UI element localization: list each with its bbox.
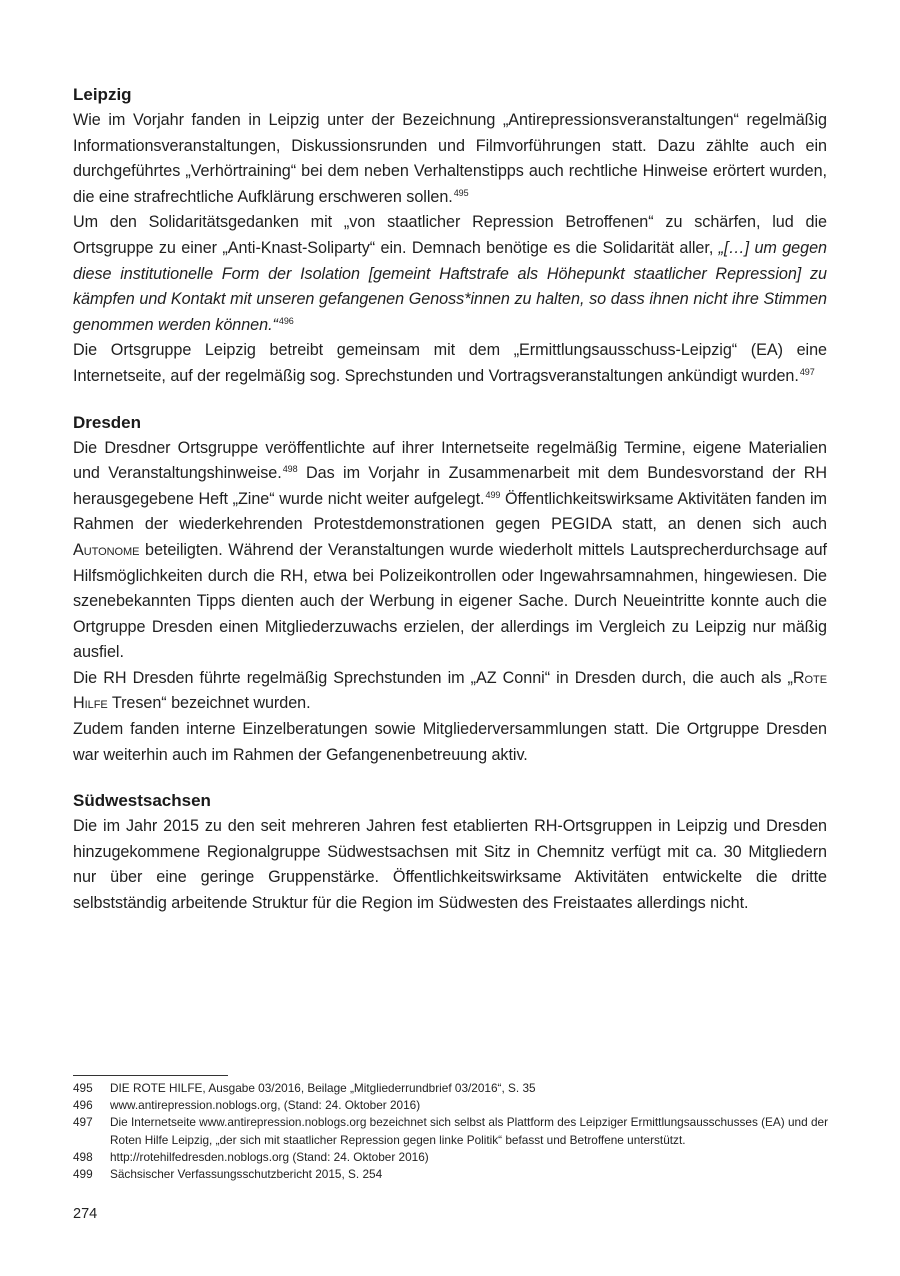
dresden-p1-c: Öffentlichkeitswirksame Aktivitäten fanden im Rahmen der wiederkehrenden Protestdemonstrationen gegen PEGIDA statt, an denen sich auch: [73, 489, 827, 534]
dresden-p1-smallcaps: Autonome: [73, 540, 140, 559]
footnote-ref-499: 499: [485, 489, 501, 500]
dresden-p1-b: Das im Vorjahr in Zusammenarbeit mit dem Bundesvorstand der RH herausgegebene Heft „Zine“ wurde nicht weiter aufgelegt.: [73, 464, 828, 508]
footnote-number: 498: [73, 1149, 93, 1164]
leipzig-paragraph-3: [73, 338, 827, 389]
footnote-ref-496: 496: [278, 315, 294, 326]
leipzig-p3-text: Die Ortsgruppe Leipzig betreibt gemeinsam mit dem „Ermittlungsausschuss-Leipzig“ (EA) eine Internetseite, auf der regelmäßig sog. Sprechstunden und Vortragsveranstaltungen ankündigt wurden.: [73, 341, 827, 385]
dresden-p2-smallcaps: Rote Hilfe: [73, 668, 827, 713]
footnote-ref-495: 495: [453, 187, 469, 198]
main-content: [73, 82, 827, 937]
footnote-text: DIE ROTE HILFE, Ausgabe 03/2016, Beilage „Mitgliederrundbrief 03/2016“, S. 35: [110, 1081, 536, 1095]
footnote-item: [73, 1166, 833, 1183]
footnote-item: [73, 1114, 833, 1148]
footnote-number: 497: [73, 1115, 93, 1130]
footnote-item: [73, 1149, 833, 1166]
footnotes: [73, 1080, 833, 1183]
dresden-p1-a: Die Dresdner Ortsgruppe veröffentlichte auf ihrer Internetseite regelmäßig Termine, eigene Materialien und Veranstaltungshinweise.: [73, 438, 827, 483]
section-dresden: [73, 410, 827, 769]
leipzig-p1-text: Wie im Vorjahr fanden in Leipzig unter der Bezeichnung „Antirepressionsveranstaltungen“ regelmäßig Informationsveranstaltungen, Diskussionsrunden und Filmvorführungen statt. Dazu zählte auch ein durchgeführtes „Verhörtraining“ bei dem neben Verhaltenstipps auch rechtliche Hinweise erörtert wurden, die eine strafrechtliche Aufklärung erschweren sollen.: [73, 111, 827, 206]
section-suedwestsachsen: [73, 788, 827, 916]
leipzig-paragraph-1: [73, 108, 827, 210]
footnote-text: Die Internetseite www.antirepression.noblogs.org bezeichnet sich selbst als Plattform des Leipziger Ermittlungsausschusses (EA) und der Roten Hilfe Leipzig, „der sich mit staatlicher Repression gegen linke Politik“ befasst und Betroffene unterstützt.: [110, 1115, 828, 1147]
dresden-paragraph-3: Zudem fanden interne Einzelberatungen sowie Mitgliederversammlungen statt. Die Ortgruppe Dresden war weiterhin auch im Rahmen der Gefangenenbetreuung aktiv.: [73, 720, 827, 764]
dresden-p2-a: Die RH Dresden führte regelmäßig Sprechstunden im „AZ Conni“ in Dresden durch, die auch als „: [73, 668, 793, 687]
footnote-item: [73, 1080, 833, 1097]
footnote-ref-497: 497: [799, 366, 815, 377]
suedwest-paragraph-1: Die im Jahr 2015 zu den seit mehreren Jahren fest etablierten RH-Ortsgruppen in Leipzig und Dresden hinzugekommene Regionalgruppe Südwestsachsen mit Sitz in Chemnitz verfügt mit ca. 30 Mitgliedern nur über eine geringe Gruppenstärke. Öffentlichkeitswirksame Aktivitäten entwickelte die dritte selbstständig arbeitende Struktur für die Region im Südwesten des Freistaates allerdings nicht.: [73, 817, 827, 913]
footnote-ref-498: 498: [282, 464, 298, 475]
footnote-item: [73, 1097, 833, 1114]
section-leipzig: [73, 82, 827, 390]
dresden-paragraph-1: [73, 436, 827, 666]
leipzig-paragraph-2: [73, 210, 827, 338]
page-number: 274: [73, 1206, 98, 1222]
section-heading-leipzig: Leipzig: [73, 85, 132, 104]
footnote-text: www.antirepression.noblogs.org, (Stand: 24. Oktober 2016): [110, 1098, 421, 1113]
footnote-text: http://rotehilfedresden.noblogs.org (Stand: 24. Oktober 2016): [110, 1149, 429, 1164]
footnote-number: 496: [73, 1098, 93, 1113]
footnote-text: Sächsischer Verfassungsschutzbericht 2015, S. 254: [110, 1167, 383, 1182]
dresden-p2-b: Tresen“ bezeichnet wurden.: [107, 694, 311, 713]
leipzig-p2-lead: Um den Solidaritätsgedanken mit „von staatlicher Repression Betroffenen“ zu schärfen, lud die Ortsgruppe zu einer „Anti-Knast-Soliparty“ ein. Demnach benötige es die Solidarität aller,: [73, 213, 827, 257]
footnote-divider: [73, 1075, 228, 1076]
footnote-number: 499: [73, 1167, 93, 1182]
dresden-paragraph-2: [73, 666, 827, 717]
footnote-number: 495: [73, 1081, 93, 1095]
section-heading-dresden: Dresden: [73, 412, 142, 432]
section-heading-suedwestsachsen: Südwestsachsen: [73, 791, 211, 811]
dresden-p1-d: beteiligten. Während der Veranstaltungen wurde wiederholt mittels Lautsprecherdurchsage auf Hilfsmöglichkeiten durch die RH, etwa bei Polizeikontrollen oder Ingewahrsamnahmen, hingewiesen. Die szenebekannten Tipps dienten auch der Werbung in eigener Sache. Durch Neueintritte konnte auch die Ortgruppe Dresden einen Mitgliederzuwachs erzielen, der allerdings im Vergleich zu Leipzig nur mäßig ausfiel.: [73, 540, 827, 662]
leipzig-p2-quote: „[…] um gegen diese institutionelle Form der Isolation [gemeint Haftstrafe als Höhepunkt staatlicher Repression] zu kämpfen und Kontakt mit unseren gefangenen Genoss*innen zu halten, so dass ihnen nicht ihre Stimmen genommen werden können.“: [73, 238, 827, 334]
